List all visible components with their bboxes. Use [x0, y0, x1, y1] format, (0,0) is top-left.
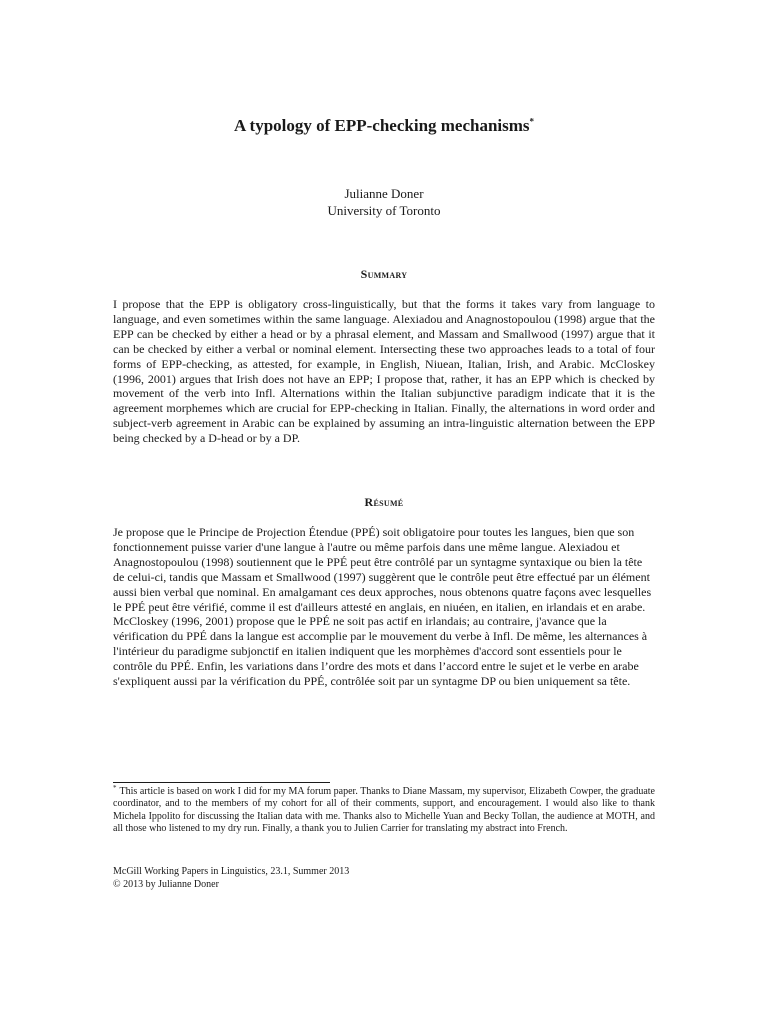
resume-body: Je propose que le Principe de Projection Étendue (PPÉ) soit obligatoire pour toutes les langues, bien que son fonctionnement puisse varier d'une langue à l'autre ou même parfois dans une même langue. Alexiadou et Anagnostopoulou (1998) soutiennent que le PPÉ peut être contrôlé par un syntagme syntaxique ou bien la tête de celui-ci, tandis que Massam et Smallwood (1997) suggèrent que le contrôle peut être effectué par un élément aussi bien verbal que nominal. En amalgamant ces deux approches, nous obtenons quatre façons avec lesquelles le PPÉ peut être vérifié, comme il est d'ailleurs attesté en anglais, en niuéen, en italien, en irlandais et en arabe. McCloskey (1996, 2001) propose que le PPÉ ne soit pas actif en irlandais; au contraire, j'avance que la vérification du PPÉ dans la langue est accomplie par le mouvement du verbe à Infl. De même, les alternances à l'intérieur du paradigme subjonctif en italien indiquent que les morphèmes d'accord sont essentiels pour le contrôle du PPÉ. Enfin, les variations dans l’ordre des mots et dans l’accord entre le sujet et le verbe en arabe s'expliquent aussi par la vérification du PPÉ, contrôlée soit par un syntagme DP ou bien uniquement sa tête. — [113, 525, 652, 689]
journal-citation: McGill Working Papers in Linguistics, 23.1, Summer 2013 — [113, 866, 350, 877]
copyright-notice: © 2013 by Julianne Doner — [113, 878, 219, 890]
footnote-text: This article is based on work I did for my MA forum paper. Thanks to Diane Massam, my supervisor, Elizabeth Cowper, the graduate coordinator, and to the members of my cohort for all of their comments, support, and encouragement. I would also like to thank Michela Ippolito for discussing the Italian data with me. Thanks also to Michelle Yuan and Becky Tollan, the audience at MOTH, and all those who listened to my dry run. Finally, a thank you to Julien Carrier for translating my abstract into French. — [113, 786, 655, 835]
summary-heading: Summary — [360, 267, 408, 281]
resume-heading: Résumé — [364, 495, 404, 509]
author-name: Julianne Doner — [344, 186, 424, 201]
publication-info — [113, 866, 655, 891]
author-affiliation: University of Toronto — [327, 203, 441, 218]
paper-title-text: A typology of EPP-checking mechanisms — [233, 116, 530, 135]
paper-title — [0, 115, 768, 137]
footnote-divider — [113, 782, 330, 783]
footnote — [113, 783, 655, 836]
title-footnote-mark: * — [529, 116, 535, 127]
summary-body: I propose that the EPP is obligatory cross-linguistically, but that the forms it takes vary from language to language, and even sometimes within the same language. Alexiadou and Anagnostopoulou (1998) argue that the EPP can be checked by either a head or by a phrasal element, and Massam and Smallwood (1997) argue that it can be checked by either a verbal or nominal element. Intersecting these two approaches leads to a total of four forms of EPP-checking, as attested, for example, in English, Niuean, Italian, Irish, and Arabic. McCloskey (1996, 2001) argues that Irish does not have an EPP; I propose that, rather, it has an EPP which is checked by movement of the verb into Infl. Alternations within the Italian subjunctive paradigm indicate that it is the agreement morphemes which are crucial for EPP-checking in Italian. Finally, the alternations in word order and subject-verb agreement in Arabic can be explained by assuming an intra-linguistic alternation between the EPP being checked by a D-head or by a DP. — [113, 297, 655, 446]
footnote-mark: * — [113, 783, 117, 792]
